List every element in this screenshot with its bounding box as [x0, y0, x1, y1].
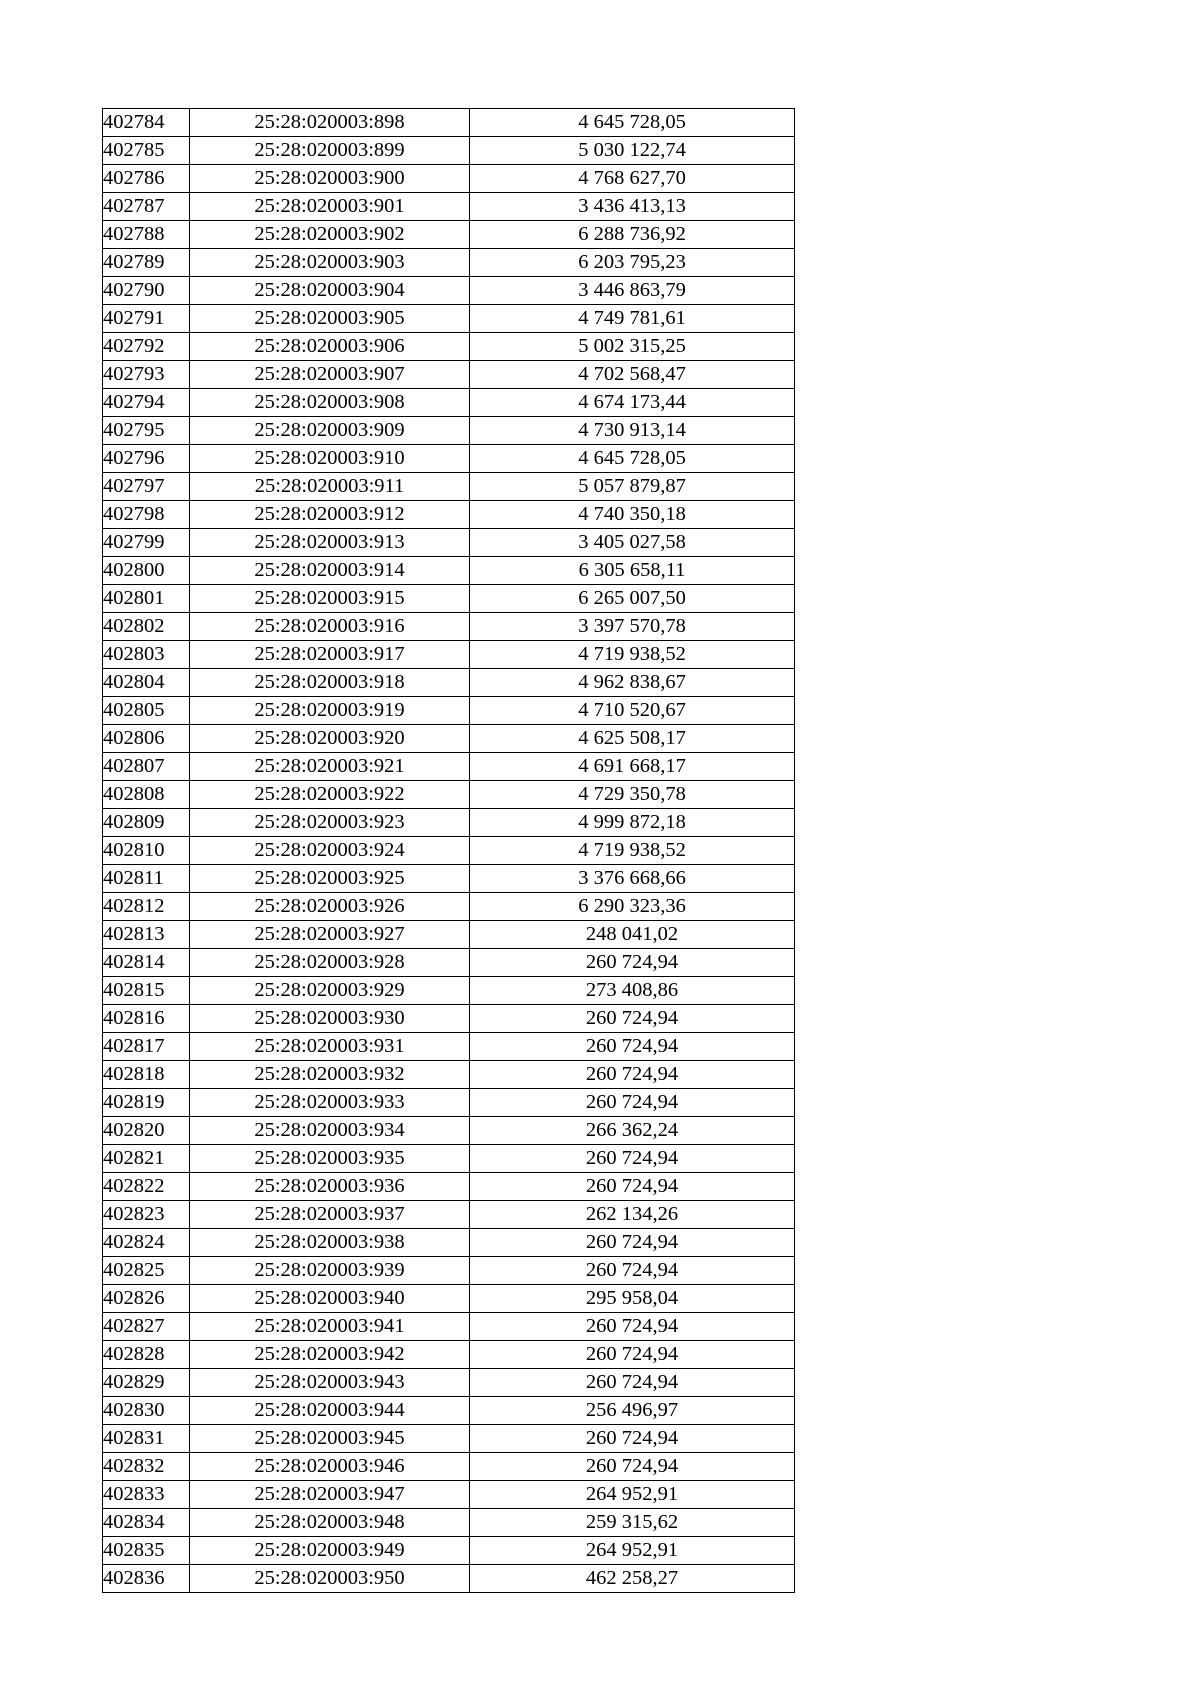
- row-number-cell: 402826: [103, 1285, 190, 1313]
- value-cell: 260 724,94: [470, 1061, 795, 1089]
- cadastral-number-cell: 25:28:020003:901: [190, 193, 470, 221]
- cadastral-number-cell: 25:28:020003:950: [190, 1565, 470, 1593]
- row-number-cell: 402800: [103, 557, 190, 585]
- value-cell: 264 952,91: [470, 1481, 795, 1509]
- cadastral-number-cell: 25:28:020003:922: [190, 781, 470, 809]
- table-row: [103, 641, 795, 669]
- value-cell: 3 376 668,66: [470, 865, 795, 893]
- cadastral-number-cell: 25:28:020003:933: [190, 1089, 470, 1117]
- cadastral-number-cell: 25:28:020003:937: [190, 1201, 470, 1229]
- table-row: [103, 333, 795, 361]
- row-number-cell: 402815: [103, 977, 190, 1005]
- value-cell: 260 724,94: [470, 1089, 795, 1117]
- row-number-cell: 402803: [103, 641, 190, 669]
- row-number-cell: 402806: [103, 725, 190, 753]
- value-cell: 260 724,94: [470, 1033, 795, 1061]
- value-cell: 6 305 658,11: [470, 557, 795, 585]
- row-number-cell: 402814: [103, 949, 190, 977]
- table-row: [103, 557, 795, 585]
- cadastral-number-cell: 25:28:020003:921: [190, 753, 470, 781]
- table-row: [103, 389, 795, 417]
- value-cell: 4 719 938,52: [470, 641, 795, 669]
- value-cell: 4 691 668,17: [470, 753, 795, 781]
- cadastral-number-cell: 25:28:020003:946: [190, 1453, 470, 1481]
- cadastral-number-cell: 25:28:020003:899: [190, 137, 470, 165]
- table-row: [103, 193, 795, 221]
- row-number-cell: 402789: [103, 249, 190, 277]
- row-number-cell: 402824: [103, 1229, 190, 1257]
- cadastral-number-cell: 25:28:020003:898: [190, 109, 470, 137]
- table-row: [103, 445, 795, 473]
- cadastral-number-cell: 25:28:020003:912: [190, 501, 470, 529]
- table-row: [103, 1453, 795, 1481]
- table-row: [103, 949, 795, 977]
- value-cell: 264 952,91: [470, 1537, 795, 1565]
- value-cell: 4 674 173,44: [470, 389, 795, 417]
- value-cell: 4 740 350,18: [470, 501, 795, 529]
- cadastral-number-cell: 25:28:020003:919: [190, 697, 470, 725]
- value-cell: 295 958,04: [470, 1285, 795, 1313]
- cadastral-number-cell: 25:28:020003:944: [190, 1397, 470, 1425]
- table-row: [103, 1005, 795, 1033]
- row-number-cell: 402823: [103, 1201, 190, 1229]
- cadastral-number-cell: 25:28:020003:900: [190, 165, 470, 193]
- row-number-cell: 402836: [103, 1565, 190, 1593]
- value-cell: 259 315,62: [470, 1509, 795, 1537]
- cadastral-number-cell: 25:28:020003:940: [190, 1285, 470, 1313]
- table-row: [103, 837, 795, 865]
- cadastral-number-cell: 25:28:020003:941: [190, 1313, 470, 1341]
- table-row: [103, 137, 795, 165]
- value-cell: 4 645 728,05: [470, 445, 795, 473]
- cadastral-number-cell: 25:28:020003:947: [190, 1481, 470, 1509]
- row-number-cell: 402802: [103, 613, 190, 641]
- value-cell: 4 999 872,18: [470, 809, 795, 837]
- table-row: [103, 1397, 795, 1425]
- row-number-cell: 402813: [103, 921, 190, 949]
- value-cell: 3 446 863,79: [470, 277, 795, 305]
- row-number-cell: 402834: [103, 1509, 190, 1537]
- table-row: [103, 417, 795, 445]
- row-number-cell: 402790: [103, 277, 190, 305]
- value-cell: 260 724,94: [470, 1145, 795, 1173]
- cadastral-number-cell: 25:28:020003:908: [190, 389, 470, 417]
- row-number-cell: 402822: [103, 1173, 190, 1201]
- cadastral-number-cell: 25:28:020003:945: [190, 1425, 470, 1453]
- table-row: [103, 809, 795, 837]
- row-number-cell: 402807: [103, 753, 190, 781]
- row-number-cell: 402796: [103, 445, 190, 473]
- table-row: [103, 1145, 795, 1173]
- value-cell: 260 724,94: [470, 949, 795, 977]
- cadastral-number-cell: 25:28:020003:936: [190, 1173, 470, 1201]
- row-number-cell: 402794: [103, 389, 190, 417]
- value-cell: 6 290 323,36: [470, 893, 795, 921]
- cadastral-number-cell: 25:28:020003:924: [190, 837, 470, 865]
- cadastral-number-cell: 25:28:020003:905: [190, 305, 470, 333]
- value-cell: 266 362,24: [470, 1117, 795, 1145]
- cadastral-number-cell: 25:28:020003:907: [190, 361, 470, 389]
- table-row: [103, 1509, 795, 1537]
- cadastral-number-cell: 25:28:020003:913: [190, 529, 470, 557]
- table-row: [103, 893, 795, 921]
- table-row: [103, 277, 795, 305]
- value-cell: 4 729 350,78: [470, 781, 795, 809]
- value-cell: 260 724,94: [470, 1173, 795, 1201]
- table-row: [103, 1173, 795, 1201]
- value-cell: 260 724,94: [470, 1341, 795, 1369]
- table-row: [103, 529, 795, 557]
- row-number-cell: 402798: [103, 501, 190, 529]
- cadastral-number-cell: 25:28:020003:920: [190, 725, 470, 753]
- cadastral-number-cell: 25:28:020003:904: [190, 277, 470, 305]
- value-cell: 260 724,94: [470, 1005, 795, 1033]
- table-row: [103, 697, 795, 725]
- table-row: [103, 921, 795, 949]
- value-cell: 5 057 879,87: [470, 473, 795, 501]
- row-number-cell: 402786: [103, 165, 190, 193]
- cadastral-number-cell: 25:28:020003:914: [190, 557, 470, 585]
- value-cell: 260 724,94: [470, 1425, 795, 1453]
- cadastral-number-cell: 25:28:020003:938: [190, 1229, 470, 1257]
- cadastral-number-cell: 25:28:020003:931: [190, 1033, 470, 1061]
- value-cell: 4 645 728,05: [470, 109, 795, 137]
- table-row: [103, 501, 795, 529]
- cadastral-number-cell: 25:28:020003:929: [190, 977, 470, 1005]
- table-row: [103, 1565, 795, 1593]
- row-number-cell: 402799: [103, 529, 190, 557]
- cadastral-number-cell: 25:28:020003:939: [190, 1257, 470, 1285]
- table-row: [103, 1089, 795, 1117]
- row-number-cell: 402785: [103, 137, 190, 165]
- row-number-cell: 402811: [103, 865, 190, 893]
- table-row: [103, 1033, 795, 1061]
- row-number-cell: 402825: [103, 1257, 190, 1285]
- table-row: [103, 1201, 795, 1229]
- value-cell: 4 702 568,47: [470, 361, 795, 389]
- value-cell: 462 258,27: [470, 1565, 795, 1593]
- value-cell: 260 724,94: [470, 1369, 795, 1397]
- table-body: [103, 109, 795, 1593]
- table-row: [103, 1481, 795, 1509]
- value-cell: 4 730 913,14: [470, 417, 795, 445]
- table-row: [103, 725, 795, 753]
- table-row: [103, 1369, 795, 1397]
- cadastral-number-cell: 25:28:020003:911: [190, 473, 470, 501]
- row-number-cell: 402791: [103, 305, 190, 333]
- row-number-cell: 402821: [103, 1145, 190, 1173]
- value-cell: 5 030 122,74: [470, 137, 795, 165]
- value-cell: 262 134,26: [470, 1201, 795, 1229]
- row-number-cell: 402819: [103, 1089, 190, 1117]
- row-number-cell: 402816: [103, 1005, 190, 1033]
- table-row: [103, 669, 795, 697]
- value-cell: 4 749 781,61: [470, 305, 795, 333]
- value-cell: 256 496,97: [470, 1397, 795, 1425]
- cadastral-number-cell: 25:28:020003:917: [190, 641, 470, 669]
- value-cell: 4 768 627,70: [470, 165, 795, 193]
- cadastral-number-cell: 25:28:020003:926: [190, 893, 470, 921]
- row-number-cell: 402835: [103, 1537, 190, 1565]
- cadastral-value-table: [102, 108, 795, 1593]
- row-number-cell: 402817: [103, 1033, 190, 1061]
- row-number-cell: 402820: [103, 1117, 190, 1145]
- row-number-cell: 402833: [103, 1481, 190, 1509]
- value-cell: 6 265 007,50: [470, 585, 795, 613]
- table-row: [103, 753, 795, 781]
- value-cell: 6 288 736,92: [470, 221, 795, 249]
- table-row: [103, 1117, 795, 1145]
- row-number-cell: 402830: [103, 1397, 190, 1425]
- table-row: [103, 865, 795, 893]
- row-number-cell: 402795: [103, 417, 190, 445]
- row-number-cell: 402827: [103, 1313, 190, 1341]
- cadastral-number-cell: 25:28:020003:930: [190, 1005, 470, 1033]
- row-number-cell: 402805: [103, 697, 190, 725]
- cadastral-number-cell: 25:28:020003:902: [190, 221, 470, 249]
- table-row: [103, 1341, 795, 1369]
- value-cell: 248 041,02: [470, 921, 795, 949]
- cadastral-number-cell: 25:28:020003:903: [190, 249, 470, 277]
- cadastral-number-cell: 25:28:020003:910: [190, 445, 470, 473]
- table-row: [103, 1537, 795, 1565]
- table-row: [103, 109, 795, 137]
- row-number-cell: 402810: [103, 837, 190, 865]
- cadastral-number-cell: 25:28:020003:935: [190, 1145, 470, 1173]
- table-row: [103, 1313, 795, 1341]
- table-row: [103, 165, 795, 193]
- table-row: [103, 1425, 795, 1453]
- row-number-cell: 402801: [103, 585, 190, 613]
- value-cell: 6 203 795,23: [470, 249, 795, 277]
- value-cell: 273 408,86: [470, 977, 795, 1005]
- value-cell: 4 625 508,17: [470, 725, 795, 753]
- table-row: [103, 221, 795, 249]
- row-number-cell: 402797: [103, 473, 190, 501]
- table-row: [103, 305, 795, 333]
- value-cell: 4 962 838,67: [470, 669, 795, 697]
- table-row: [103, 1061, 795, 1089]
- table-row: [103, 1229, 795, 1257]
- row-number-cell: 402787: [103, 193, 190, 221]
- row-number-cell: 402809: [103, 809, 190, 837]
- cadastral-number-cell: 25:28:020003:942: [190, 1341, 470, 1369]
- value-cell: 3 397 570,78: [470, 613, 795, 641]
- cadastral-number-cell: 25:28:020003:923: [190, 809, 470, 837]
- cadastral-number-cell: 25:28:020003:948: [190, 1509, 470, 1537]
- value-cell: 260 724,94: [470, 1313, 795, 1341]
- cadastral-number-cell: 25:28:020003:932: [190, 1061, 470, 1089]
- table-row: [103, 585, 795, 613]
- table-row: [103, 249, 795, 277]
- row-number-cell: 402792: [103, 333, 190, 361]
- table-row: [103, 1285, 795, 1313]
- row-number-cell: 402818: [103, 1061, 190, 1089]
- table-row: [103, 977, 795, 1005]
- row-number-cell: 402793: [103, 361, 190, 389]
- row-number-cell: 402828: [103, 1341, 190, 1369]
- value-cell: 4 710 520,67: [470, 697, 795, 725]
- cadastral-number-cell: 25:28:020003:915: [190, 585, 470, 613]
- row-number-cell: 402808: [103, 781, 190, 809]
- table-row: [103, 361, 795, 389]
- row-number-cell: 402804: [103, 669, 190, 697]
- value-cell: 3 405 027,58: [470, 529, 795, 557]
- value-cell: 4 719 938,52: [470, 837, 795, 865]
- row-number-cell: 402812: [103, 893, 190, 921]
- cadastral-number-cell: 25:28:020003:928: [190, 949, 470, 977]
- cadastral-number-cell: 25:28:020003:916: [190, 613, 470, 641]
- table-row: [103, 1257, 795, 1285]
- table-row: [103, 473, 795, 501]
- table-row: [103, 613, 795, 641]
- cadastral-number-cell: 25:28:020003:909: [190, 417, 470, 445]
- value-cell: 260 724,94: [470, 1453, 795, 1481]
- cadastral-number-cell: 25:28:020003:918: [190, 669, 470, 697]
- row-number-cell: 402788: [103, 221, 190, 249]
- value-cell: 260 724,94: [470, 1257, 795, 1285]
- cadastral-number-cell: 25:28:020003:927: [190, 921, 470, 949]
- row-number-cell: 402832: [103, 1453, 190, 1481]
- cadastral-number-cell: 25:28:020003:934: [190, 1117, 470, 1145]
- cadastral-number-cell: 25:28:020003:949: [190, 1537, 470, 1565]
- cadastral-number-cell: 25:28:020003:925: [190, 865, 470, 893]
- table-row: [103, 781, 795, 809]
- cadastral-number-cell: 25:28:020003:943: [190, 1369, 470, 1397]
- row-number-cell: 402829: [103, 1369, 190, 1397]
- cadastral-number-cell: 25:28:020003:906: [190, 333, 470, 361]
- row-number-cell: 402831: [103, 1425, 190, 1453]
- value-cell: 260 724,94: [470, 1229, 795, 1257]
- row-number-cell: 402784: [103, 109, 190, 137]
- value-cell: 3 436 413,13: [470, 193, 795, 221]
- value-cell: 5 002 315,25: [470, 333, 795, 361]
